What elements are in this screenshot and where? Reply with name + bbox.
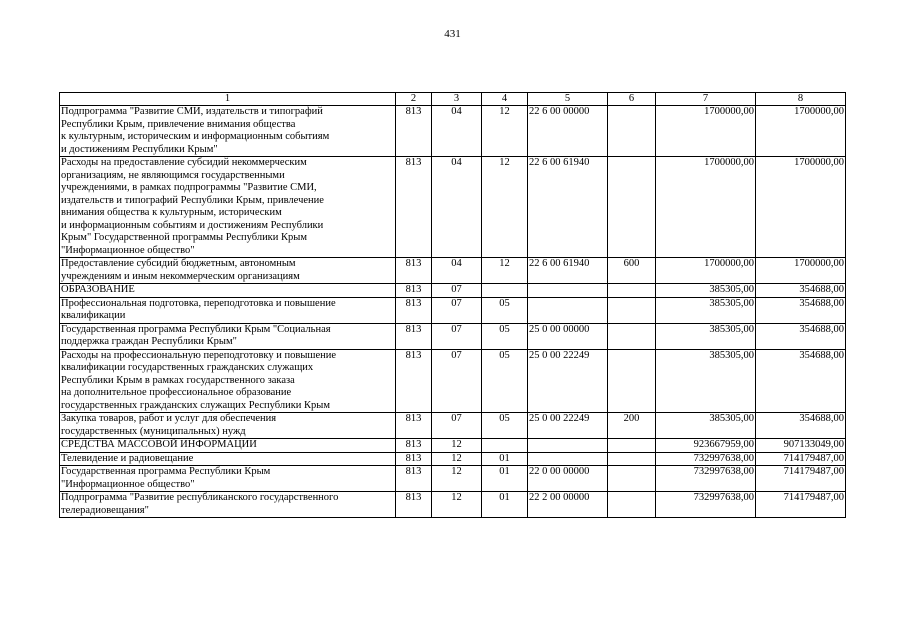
row-name-line: Крым" Государственной программы Республики Крым <box>61 232 307 243</box>
budget-table <box>59 92 846 518</box>
row-name-cell <box>60 466 396 492</box>
row-name-line: государственных (муниципальных) нужд <box>61 425 246 437</box>
header-cell: 7 <box>656 93 756 106</box>
row-amount-year1-cell: 732997638,00 <box>656 492 756 518</box>
row-name-line: издательств и типографий Республики Крым, привлечение <box>61 194 324 206</box>
table-row <box>60 284 846 298</box>
row-name-line: учреждениям и иным некоммерческим организациям <box>61 270 300 282</box>
row-amount-year2-cell: 1700000,00 <box>756 106 846 157</box>
row-name-line: Подпрограмма "Развитие СМИ, издательств и типографий <box>61 106 323 117</box>
row-amount-year1-cell: 385305,00 <box>656 284 756 298</box>
table-row <box>60 297 846 323</box>
row-ministry-code-cell: 813 <box>396 439 432 453</box>
row-section-cell: 07 <box>432 413 482 439</box>
header-cell: 4 <box>482 93 528 106</box>
row-subsection-cell: 05 <box>482 349 528 413</box>
row-expense-type-cell: 600 <box>608 258 656 284</box>
row-expense-type-cell <box>608 452 656 466</box>
table-row <box>60 452 846 466</box>
table-row <box>60 492 846 518</box>
row-amount-year2-cell: 1700000,00 <box>756 258 846 284</box>
row-target-article-cell: 22 6 00 00000 <box>528 106 608 157</box>
row-expense-type-cell <box>608 323 656 349</box>
row-name-cell <box>60 413 396 439</box>
row-expense-type-cell <box>608 492 656 518</box>
row-name-cell <box>60 258 396 284</box>
row-name-cell <box>60 349 396 413</box>
row-ministry-code-cell: 813 <box>396 323 432 349</box>
row-expense-type-cell <box>608 297 656 323</box>
row-amount-year2-cell: 354688,00 <box>756 413 846 439</box>
header-cell: 1 <box>60 93 396 106</box>
row-amount-year2-cell: 354688,00 <box>756 284 846 298</box>
row-name-line: квалификации государственных гражданских служащих <box>61 362 314 373</box>
header-cell: 8 <box>756 93 846 106</box>
row-expense-type-cell <box>608 106 656 157</box>
row-section-cell: 07 <box>432 297 482 323</box>
table-row <box>60 258 846 284</box>
row-name-line: внимания общества к культурным, историческим <box>61 207 282 218</box>
table-row <box>60 323 846 349</box>
row-amount-year1-cell: 732997638,00 <box>656 466 756 492</box>
row-expense-type-cell <box>608 349 656 413</box>
row-name-line: Государственная программа Республики Крым <box>61 466 271 477</box>
row-amount-year2-cell: 714179487,00 <box>756 452 846 466</box>
row-amount-year2-cell: 354688,00 <box>756 349 846 413</box>
row-subsection-cell: 12 <box>482 157 528 258</box>
row-ministry-code-cell: 813 <box>396 349 432 413</box>
row-ministry-code-cell: 813 <box>396 466 432 492</box>
row-target-article-cell: 22 2 00 00000 <box>528 492 608 518</box>
row-name-line: Расходы на предоставление субсидий некоммерческим <box>61 157 307 168</box>
row-section-cell: 12 <box>432 466 482 492</box>
row-section-cell: 12 <box>432 452 482 466</box>
row-name-line: и информационным событиям и достижениям Республики <box>61 219 324 231</box>
row-subsection-cell: 05 <box>482 413 528 439</box>
row-subsection-cell: 01 <box>482 452 528 466</box>
row-name-line: Государственная программа Республики Крым "Социальная <box>61 323 331 335</box>
row-name-cell <box>60 297 396 323</box>
row-ministry-code-cell: 813 <box>396 413 432 439</box>
row-target-article-cell <box>528 439 608 453</box>
table-row <box>60 439 846 453</box>
row-target-article-cell <box>528 452 608 466</box>
header-cell: 5 <box>528 93 608 106</box>
row-target-article-cell: 22 0 00 00000 <box>528 466 608 492</box>
row-expense-type-cell <box>608 284 656 298</box>
row-ministry-code-cell: 813 <box>396 258 432 284</box>
row-ministry-code-cell: 813 <box>396 106 432 157</box>
header-cell: 2 <box>396 93 432 106</box>
row-subsection-cell: 05 <box>482 323 528 349</box>
row-section-cell: 12 <box>432 439 482 453</box>
row-amount-year2-cell: 1700000,00 <box>756 157 846 258</box>
table-row <box>60 466 846 492</box>
row-expense-type-cell: 200 <box>608 413 656 439</box>
row-name-line: учреждениями, в рамках подпрограммы "Развитие СМИ, <box>61 182 317 193</box>
row-amount-year2-cell: 354688,00 <box>756 323 846 349</box>
row-target-article-cell: 22 6 00 61940 <box>528 157 608 258</box>
row-ministry-code-cell: 813 <box>396 284 432 298</box>
row-name-line: Профессиональная подготовка, переподготовка и повышение <box>61 297 336 309</box>
row-amount-year1-cell: 923667959,00 <box>656 439 756 453</box>
row-amount-year2-cell: 354688,00 <box>756 297 846 323</box>
row-subsection-cell <box>482 439 528 453</box>
row-section-cell: 07 <box>432 284 482 298</box>
row-name-cell <box>60 157 396 258</box>
row-name-line: на дополнительное профессиональное образование <box>61 387 292 398</box>
row-name-line: Предоставление субсидий бюджетным, автономным <box>61 258 296 269</box>
row-target-article-cell <box>528 284 608 298</box>
row-expense-type-cell <box>608 439 656 453</box>
row-name-line: к культурным, историческим и информационным событиям <box>61 131 330 142</box>
row-name-line: Подпрограмма "Развитие республиканского государственного <box>61 492 339 503</box>
row-target-article-cell: 25 0 00 22249 <box>528 349 608 413</box>
row-name-cell <box>60 492 396 518</box>
page-number: 431 <box>444 28 461 40</box>
row-name-line: Закупка товаров, работ и услуг для обеспечения <box>61 413 277 424</box>
row-name-line: ОБРАЗОВАНИЕ <box>61 284 135 295</box>
row-section-cell: 07 <box>432 323 482 349</box>
row-amount-year1-cell: 385305,00 <box>656 413 756 439</box>
row-name-line: Телевидение и радиовещание <box>61 452 194 464</box>
row-ministry-code-cell: 813 <box>396 452 432 466</box>
row-amount-year2-cell: 714179487,00 <box>756 492 846 518</box>
row-name-cell <box>60 452 396 466</box>
row-name-cell <box>60 106 396 157</box>
row-expense-type-cell <box>608 466 656 492</box>
row-name-line: телерадиовещания" <box>61 504 149 516</box>
row-ministry-code-cell: 813 <box>396 157 432 258</box>
row-subsection-cell: 01 <box>482 492 528 518</box>
row-name-line: "Информационное общество" <box>61 478 195 490</box>
row-name-line: Республики Крым, привлечение внимания общества <box>61 118 296 130</box>
row-name-line: "Информационное общество" <box>61 244 195 256</box>
row-amount-year1-cell: 385305,00 <box>656 349 756 413</box>
header-cell: 6 <box>608 93 656 106</box>
row-name-line: и достижениям Республики Крым" <box>61 143 218 155</box>
row-name-line: поддержка граждан Республики Крым" <box>61 336 237 347</box>
row-subsection-cell: 12 <box>482 258 528 284</box>
row-amount-year1-cell: 1700000,00 <box>656 106 756 157</box>
table-header-row <box>60 93 846 106</box>
table-row <box>60 157 846 258</box>
row-name-line: СРЕДСТВА МАССОВОЙ ИНФОРМАЦИИ <box>61 439 257 450</box>
row-subsection-cell <box>482 284 528 298</box>
row-name-line: государственных гражданских служащих Республики Крым <box>61 399 331 411</box>
row-ministry-code-cell: 813 <box>396 297 432 323</box>
row-expense-type-cell <box>608 157 656 258</box>
row-amount-year1-cell: 1700000,00 <box>656 157 756 258</box>
row-section-cell: 04 <box>432 157 482 258</box>
row-name-line: Республики Крым в рамках государственного заказа <box>61 374 295 386</box>
row-amount-year1-cell: 385305,00 <box>656 323 756 349</box>
row-name-line: квалификации <box>61 310 126 321</box>
row-section-cell: 04 <box>432 106 482 157</box>
row-amount-year2-cell: 714179487,00 <box>756 466 846 492</box>
row-amount-year1-cell: 1700000,00 <box>656 258 756 284</box>
row-name-cell <box>60 439 396 453</box>
header-cell: 3 <box>432 93 482 106</box>
row-target-article-cell: 25 0 00 00000 <box>528 323 608 349</box>
row-subsection-cell: 01 <box>482 466 528 492</box>
row-name-line: организациям, не являющимся государственными <box>61 169 285 181</box>
row-ministry-code-cell: 813 <box>396 492 432 518</box>
row-section-cell: 04 <box>432 258 482 284</box>
row-name-line: Расходы на профессиональную переподготовку и повышение <box>61 349 337 361</box>
row-target-article-cell <box>528 297 608 323</box>
row-subsection-cell: 12 <box>482 106 528 157</box>
row-name-cell <box>60 284 396 298</box>
row-name-cell <box>60 323 396 349</box>
table-row <box>60 349 846 413</box>
row-target-article-cell: 25 0 00 22249 <box>528 413 608 439</box>
row-section-cell: 12 <box>432 492 482 518</box>
row-section-cell: 07 <box>432 349 482 413</box>
row-amount-year1-cell: 732997638,00 <box>656 452 756 466</box>
row-subsection-cell: 05 <box>482 297 528 323</box>
row-target-article-cell: 22 6 00 61940 <box>528 258 608 284</box>
row-amount-year1-cell: 385305,00 <box>656 297 756 323</box>
table-row <box>60 413 846 439</box>
row-amount-year2-cell: 907133049,00 <box>756 439 846 453</box>
table-row <box>60 106 846 157</box>
